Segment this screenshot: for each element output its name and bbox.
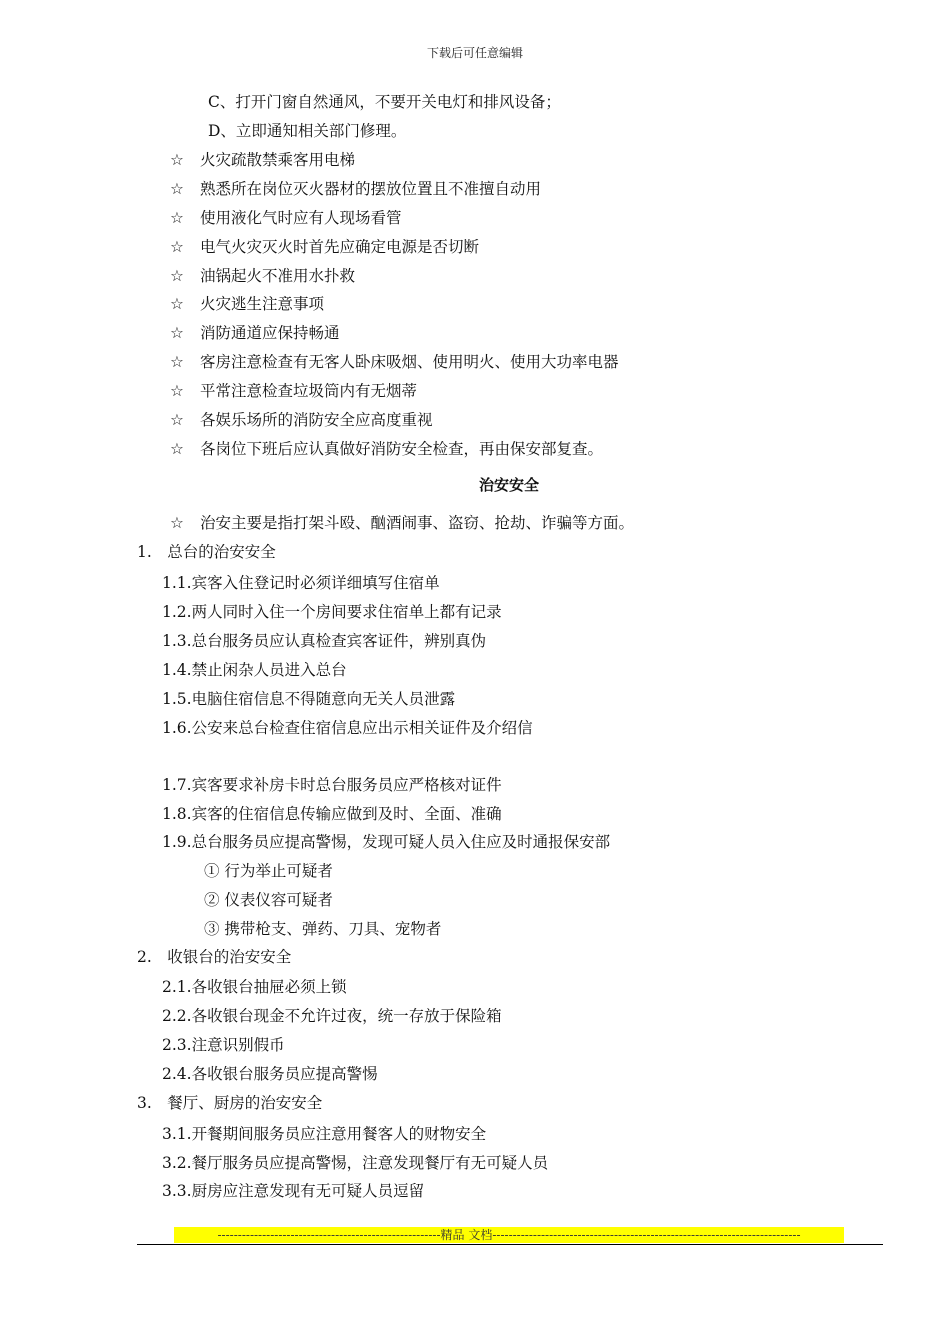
line-text: 火灾疏散禁乘客用电梯 — [200, 151, 356, 169]
text-line — [162, 804, 502, 824]
line-text: 油锅起火不准用水扑救 — [200, 267, 356, 285]
text-line — [162, 1064, 378, 1084]
bullet-item — [170, 381, 417, 401]
line-text: 1.2.两人同时入住一个房间要求住宿单上都有记录 — [162, 603, 502, 621]
bullet-item — [170, 513, 634, 533]
line-text: 2.1.各收银台抽屉必须上锁 — [162, 978, 347, 996]
line-text: 1.5.电脑住宿信息不得随意向无关人员泄露 — [162, 690, 456, 708]
section-title: 治安安全 — [478, 476, 539, 494]
star-icon: ☆ — [170, 180, 184, 198]
bullet-item — [170, 237, 479, 257]
bullet-item — [170, 439, 603, 459]
text-line — [204, 919, 441, 939]
line-text: C、打开门窗自然通风，不要开关电灯和排风设备； — [208, 93, 561, 111]
star-icon: ☆ — [170, 295, 184, 313]
text-line — [208, 92, 561, 112]
text-line — [162, 1153, 548, 1173]
bullet-item — [170, 266, 355, 286]
line-text: 1.1.宾客入住登记时必须详细填写住宿单 — [162, 574, 440, 592]
text-line — [162, 689, 455, 709]
text-line — [162, 1124, 486, 1144]
line-text: 3.1.开餐期间服务员应注意用餐客人的财物安全 — [162, 1125, 487, 1143]
line-text: D、立即通知相关部门修理。 — [208, 122, 407, 140]
line-text: 熟悉所在岗位灭火器材的摆放位置且不准擅自动用 — [200, 180, 542, 198]
line-text: 2.2.各收银台现金不允许过夜，统一存放于保险箱 — [162, 1007, 502, 1025]
line-text: 火灾逃生注意事项 — [200, 295, 325, 313]
star-icon: ☆ — [170, 411, 184, 429]
line-text: ② 仪表仪容可疑者 — [204, 891, 333, 909]
text-line — [137, 947, 291, 967]
star-icon: ☆ — [170, 382, 184, 400]
text-line — [162, 1181, 424, 1201]
bullet-item — [170, 179, 541, 199]
line-text: 2.4.各收银台服务员应提高警惕 — [162, 1065, 378, 1083]
bullet-item — [170, 150, 355, 170]
bullet-item — [170, 323, 340, 343]
line-text: 客房注意检查有无客人卧床吸烟、使用明火、使用大功率电器 — [200, 353, 619, 371]
text-line — [162, 573, 440, 593]
star-icon: ☆ — [170, 353, 184, 371]
text-line — [162, 660, 347, 680]
star-icon: ☆ — [170, 209, 184, 227]
footer-left-dashes: ------------------------------------------------------- — [217, 1228, 441, 1242]
line-text: 1.9.总台服务员应提高警惕，发现可疑人员入住应及时通报保安部 — [162, 833, 611, 851]
line-text: 1.8.宾客的住宿信息传输应做到及时、全面、准确 — [162, 805, 502, 823]
line-text: 1.4.禁止闲杂人员进入总台 — [162, 661, 347, 679]
star-icon: ☆ — [170, 324, 184, 342]
line-text: 治安主要是指打架斗殴、酗酒闹事、盗窃、抢劫、诈骗等方面。 — [200, 514, 635, 532]
bullet-item — [170, 294, 324, 314]
line-text: 2.3.注意识别假币 — [162, 1036, 285, 1054]
footer-rule — [137, 1244, 883, 1245]
text-line — [162, 832, 610, 852]
line-text: 电气火灾灭火时首先应确定电源是否切断 — [200, 238, 480, 256]
text-line — [162, 1035, 285, 1055]
line-text: 3. 餐厅、厨房的治安安全 — [137, 1094, 323, 1112]
text-line — [137, 542, 276, 562]
footer-banner — [174, 1227, 844, 1243]
bullet-item — [170, 352, 619, 372]
bullet-item — [170, 208, 402, 228]
text-line — [162, 1006, 502, 1026]
line-text: 1.3.总台服务员应认真检查宾客证件，辨别真伪 — [162, 632, 487, 650]
star-icon: ☆ — [170, 151, 184, 169]
footer-right-dashes: ---------------------------------------------------------------------------- — [492, 1228, 801, 1242]
line-text: 1.7.宾客要求补房卡时总台服务员应严格核对证件 — [162, 776, 502, 794]
line-text: 1. 总台的治安安全 — [137, 543, 276, 561]
text-line — [162, 718, 533, 738]
line-text: 1.6.公安来总台检查住宿信息应出示相关证件及介绍信 — [162, 719, 533, 737]
line-text: 使用液化气时应有人现场看管 — [200, 209, 402, 227]
line-text: 3.2.餐厅服务员应提高警惕，注意发现餐厅有无可疑人员 — [162, 1154, 549, 1172]
text-line — [162, 602, 502, 622]
line-text: 消防通道应保持畅通 — [200, 324, 340, 342]
star-icon: ☆ — [170, 440, 184, 458]
star-icon: ☆ — [170, 514, 184, 532]
line-text: 2. 收银台的治安安全 — [137, 948, 292, 966]
text-line — [204, 890, 333, 910]
star-icon: ☆ — [170, 238, 184, 256]
text-line — [162, 977, 347, 997]
star-icon: ☆ — [170, 267, 184, 285]
page-header: 下载后可任意编辑 — [426, 46, 523, 60]
text-line — [208, 121, 406, 141]
bullet-item — [170, 410, 433, 430]
line-text: 平常注意检查垃圾筒内有无烟蒂 — [200, 382, 418, 400]
line-text: 各岗位下班后应认真做好消防安全检查，再由保安部复查。 — [200, 440, 604, 458]
line-text: ① 行为举止可疑者 — [204, 862, 333, 880]
text-line — [162, 631, 486, 651]
text-line — [162, 775, 502, 795]
text-line — [204, 861, 333, 881]
line-text: 3.3.厨房应注意发现有无可疑人员逗留 — [162, 1182, 425, 1200]
line-text: ③ 携带枪支、弹药、刀具、宠物者 — [204, 920, 442, 938]
line-text: 各娱乐场所的消防安全应高度重视 — [200, 411, 433, 429]
text-line — [137, 1093, 322, 1113]
footer-label: 精品 文档 — [440, 1228, 493, 1242]
